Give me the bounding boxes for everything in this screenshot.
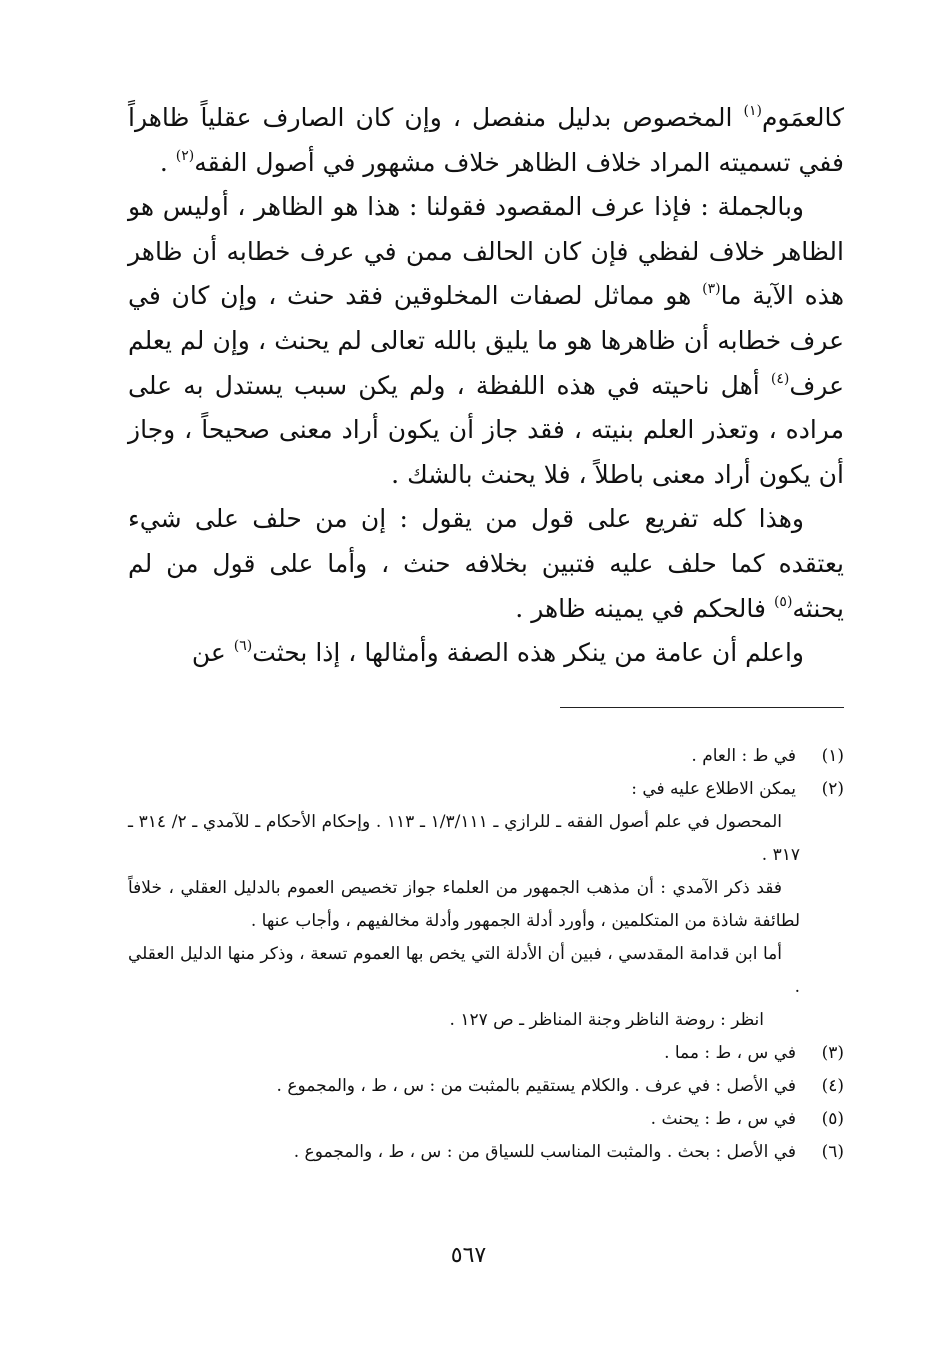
footnote-number: (٣) (821, 1043, 844, 1063)
footnote-number: (٢) (821, 779, 844, 799)
paragraph-1 (128, 96, 844, 185)
footnotes (128, 740, 844, 1169)
footnote-number: (٦) (821, 1142, 844, 1162)
paragraph-text: واعلم أن عامة من ينكر هذه الصفة وأمثالها ، إذا بحثت (252, 638, 804, 668)
paragraph-text: المخصوص بدليل منفصل ، وإن كان الصارف عقلياً ظاهراً ففي تسميته المراد خلاف الظاهر خلاف مشهور في أصول الفقه (128, 103, 844, 177)
footnote-5 (128, 1103, 844, 1136)
footnote-2-amidi: فقد ذكر الآمدي : أن مذهب الجمهور من العلماء جواز تخصيص العموم بالدليل العقلي ، خلافاً لطائفة شاذة من المتكلمين ، وأورد أدلة الجمهور وأدلة مخالفيهم ، وأجاب عنها . (128, 878, 800, 931)
paragraph-text: عن (191, 638, 234, 668)
footnote-2-ibn-qudama: أما ابن قدامة المقدسي ، فبين أن الأدلة التي يخص بها العموم تسعة ، وذكر منها الدليل العقلي . (128, 944, 800, 997)
footnote-2-reference: انظر : روضة الناظر وجنة المناظر ـ ص ١٢٧ . (449, 1010, 764, 1030)
main-text (128, 96, 844, 676)
footnote-2-source: المحصول في علم أصول الفقه ـ للرازي ـ ١/٣/١١١ ـ ١١٣ . وإحكام الأحكام ـ للآمدي ـ ٢/ ٣١٤ ـ ٣١٧ . (128, 812, 800, 865)
paragraph-3 (128, 497, 844, 631)
footnote-separator (560, 707, 844, 708)
paragraph-2 (128, 185, 844, 497)
paragraph-text: هو مماثل لصفات المخلوقين فقد حنث ، وإن كان في عرف خطابه أن ظاهرها هو ما يليق بالله تعالى لم يحنث ، وإن لم يعلم عرف (128, 281, 844, 400)
footnote-ref-6: (٦) (233, 638, 253, 655)
paragraph-text: أهل ناحيته في هذه اللفظة ، ولم يكن سبب يستدل به على مراده ، وتعذر العلم بنيته ، فقد جاز أن يكون أراد معنى صحيحاً ، وجاز أن يكون أراد معنى باطلاً ، فلا يحنث بالشك . (128, 370, 844, 489)
paragraph-text: وبالجملة : فإذا عرف المقصود فقولنا : هذا هو الظاهر ، أوليس هو الظاهر خلاف لفظي فإن كان الحالف ممن في عرف خطابه أن ظاهر هذه الآية ما (128, 192, 844, 311)
page-number: ٥٦٧ (450, 1243, 487, 1268)
footnote-4 (128, 1070, 844, 1103)
footnote-ref-2: (٢) (175, 147, 195, 164)
footnote-text: يمكن الاطلاع عليه في : (631, 779, 796, 799)
footnote-ref-4: (٤) (770, 370, 790, 387)
footnote-6 (128, 1136, 844, 1169)
paragraph-text: كالعمَوم (761, 103, 844, 132)
footnote-text: في س ، ط : يحنث . (650, 1109, 796, 1129)
paragraph-text: . (159, 147, 176, 177)
footnote-text: في الأصل : بحث . والمثبت المناسب للسياق من : س ، ط ، والمجموع . (293, 1142, 796, 1162)
footnote-1 (128, 740, 844, 773)
footnote-2 (128, 773, 844, 806)
footnote-ref-3: (٣) (702, 281, 721, 298)
footnote-ref-5: (٥) (773, 593, 793, 610)
footnote-text: في س ، ط : مما . (664, 1043, 796, 1063)
paragraph-text: وهذا كله تفريع على قول من يقول : إن من حلف على شيء يعتقده كما حلف عليه فتبين بخلافه حنث ، وأما على قول من لم يحنثه (128, 504, 844, 623)
footnote-3 (128, 1037, 844, 1070)
footnote-ref-1: (١) (743, 103, 762, 119)
paragraph-text: فالحكم في يمينه ظاهر . (515, 593, 774, 623)
paragraph-4 (128, 631, 844, 676)
footnote-number: (١) (821, 746, 844, 766)
footnote-text: في ط : العام . (691, 746, 796, 766)
footnote-number: (٥) (821, 1109, 844, 1129)
footnote-number: (٤) (821, 1076, 844, 1096)
footnote-text: في الأصل : في عرف . والكلام يستقيم بالمثبت من : س ، ط ، والمجموع . (276, 1076, 796, 1096)
